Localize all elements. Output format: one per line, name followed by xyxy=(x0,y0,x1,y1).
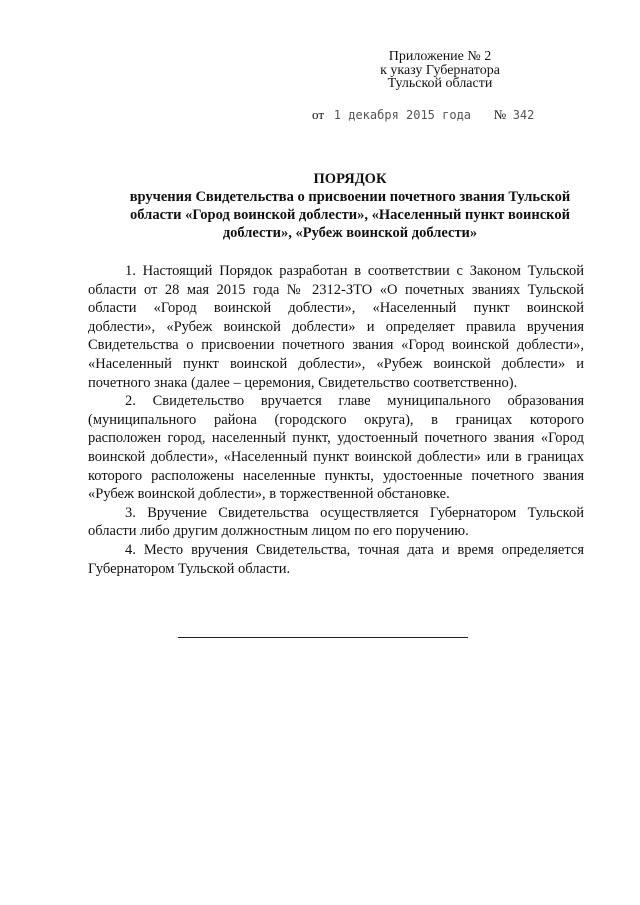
paragraph-line: 2. Свидетельство вручается главе муниципального образования xyxy=(125,393,584,410)
number-prefix: № xyxy=(493,107,507,122)
header-line: Тульской области xyxy=(387,76,493,91)
paragraph-line: почетного знака (далее – церемония, Свидетельство соответственно). xyxy=(88,374,518,391)
paragraph-line: воинской доблести», «Населенный пункт воинской доблести» или в границах xyxy=(88,448,584,465)
paragraph-line: (муниципального района (городского округа), в границах которого xyxy=(88,411,584,428)
date-prefix: от xyxy=(312,107,325,122)
paragraph-4 xyxy=(88,541,584,578)
decree-date-line xyxy=(312,107,534,123)
paragraph-line: «Рубеж воинской доблести», в торжественной обстановке. xyxy=(88,486,450,503)
subtitle-line: доблести», «Рубеж воинской доблести» xyxy=(222,225,478,241)
subtitle-line: области «Город воинской доблести», «Населенный пункт воинской xyxy=(130,207,570,223)
paragraph-line: расположен город, населенный пункт, удостоенный почетного звания «Город xyxy=(88,430,584,447)
decree-date: 1 декабря 2015 года xyxy=(333,108,472,122)
paragraph-1 xyxy=(88,262,584,392)
appendix-header xyxy=(340,50,540,91)
header-line: к указу Губернатора xyxy=(380,62,500,78)
paragraph-line: 1. Настоящий Порядок разработан в соответствии с Законом Тульской xyxy=(125,263,584,279)
document-title xyxy=(60,170,640,242)
paragraph-line: области «Город воинской доблести», «Населенный пункт воинской xyxy=(88,300,584,317)
decree-number: 342 xyxy=(512,108,535,122)
subtitle-line: вручения Свидетельства о присвоении почетного звания Тульской xyxy=(129,189,571,205)
paragraph-line: Губернатором Тульской области. xyxy=(88,560,291,577)
paragraph-line: Свидетельства о присвоении почетного звания «Город воинской доблести», xyxy=(88,337,584,354)
paragraph-line: области либо другим должностным лицом по его поручению. xyxy=(88,523,469,540)
title-heading: ПОРЯДОК xyxy=(313,171,387,187)
paragraph-2 xyxy=(88,392,584,504)
paragraph-3 xyxy=(88,504,584,541)
paragraph-line: доблести», «Рубеж воинской доблести» и определяет правила вручения xyxy=(88,318,584,335)
paragraph-line: 4. Место вручения Свидетельства, точная дата и время определяется xyxy=(125,541,584,558)
paragraph-line: области от 28 мая 2015 года № 2312-ЗТО «О почетных званиях Тульской xyxy=(88,281,584,298)
paragraph-line: 3. Вручение Свидетельства осуществляется Губернатором Тульской xyxy=(125,504,584,521)
paragraph-line: «Населенный пункт воинской доблести», «Рубеж воинской доблести» и xyxy=(88,355,584,372)
document-body xyxy=(88,262,584,578)
paragraph-line: которого расположены населенные пункты, удостоенные почетного звания xyxy=(88,467,584,484)
header-line: Приложение № 2 xyxy=(388,49,492,64)
end-rule xyxy=(178,637,468,638)
